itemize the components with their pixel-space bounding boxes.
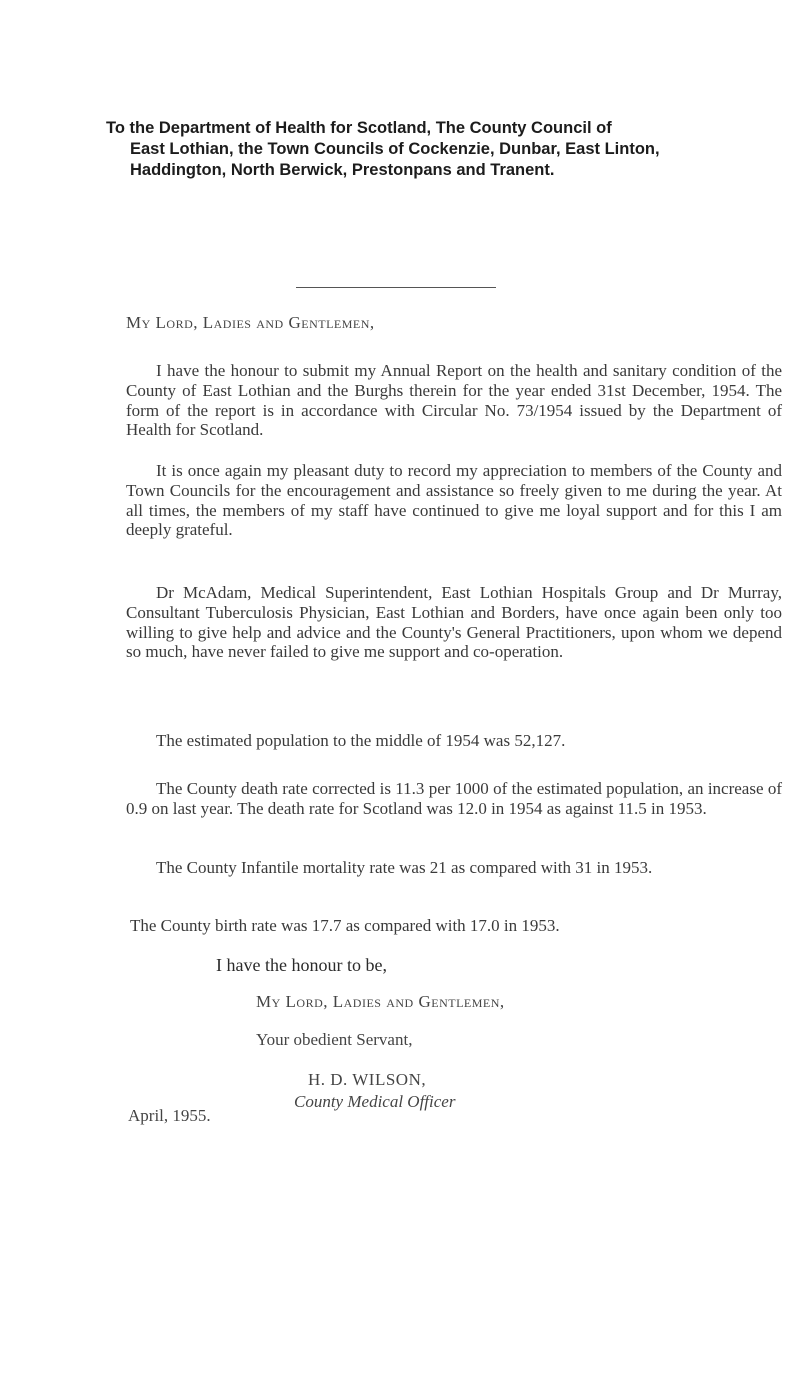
signature-name: H. D. WILSON, — [308, 1070, 427, 1089]
paragraph-population: The estimated population to the middle of 1954 was 52,127. — [156, 731, 566, 750]
closing-honour: I have the honour to be, — [216, 955, 387, 975]
addressee-line-1: To the Department of Health for Scotland, The County Council of — [106, 119, 612, 137]
paragraph-appreciation: It is once again my pleasant duty to record my appreciation to members of the County and Town Councils for the encouragement and assistance so freely given to me during the year. At all times, the members of my staff have continued to give me loyal support and for this I am deeply grateful. — [126, 461, 782, 540]
closing-servant: Your obedient Servant, — [256, 1030, 413, 1049]
closing-address: My Lord, Ladies and Gentlemen, — [256, 992, 505, 1011]
paragraph-annual-report: I have the honour to submit my Annual Report on the health and sanitary condition of the County of East Lothian and the Burghs therein for the year ended 31st December, 1954. The form of the report is in accordance with Circular No. 73/1954 issued by the Department of Health for Scotland. — [126, 361, 782, 440]
paragraph-birth-rate: The County birth rate was 17.7 as compared with 17.0 in 1953. — [130, 916, 560, 935]
salutation: My Lord, Ladies and Gentlemen, — [126, 313, 375, 332]
paragraph-death-rate: The County death rate corrected is 11.3 per 1000 of the estimated population, an increase of 0.9 on last year. The death rate for Scotland was 12.0 in 1954 as against 11.5 in 1953. — [126, 779, 782, 818]
addressee-block — [106, 118, 756, 181]
paragraph-infant-mortality: The County Infantile mortality rate was 21 as compared with 31 in 1953. — [156, 858, 653, 877]
report-date: April, 1955. — [128, 1106, 211, 1125]
paragraph-acknowledgements: Dr McAdam, Medical Superintendent, East Lothian Hospitals Group and Dr Murray, Consultant Tuberculosis Physician, East Lothian and Borders, have once again been only too willing to give help and advice and the County's General Practitioners, upon whom we depend so much, have never failed to give me support and co-operation. — [126, 583, 782, 662]
signature-title: County Medical Officer — [294, 1092, 456, 1111]
divider-rule — [296, 287, 496, 288]
addressee-line-2: East Lothian, the Town Councils of Cockenzie, Dunbar, East Linton, Haddington, North Berwick, Prestonpans and Tranent. — [130, 140, 660, 179]
